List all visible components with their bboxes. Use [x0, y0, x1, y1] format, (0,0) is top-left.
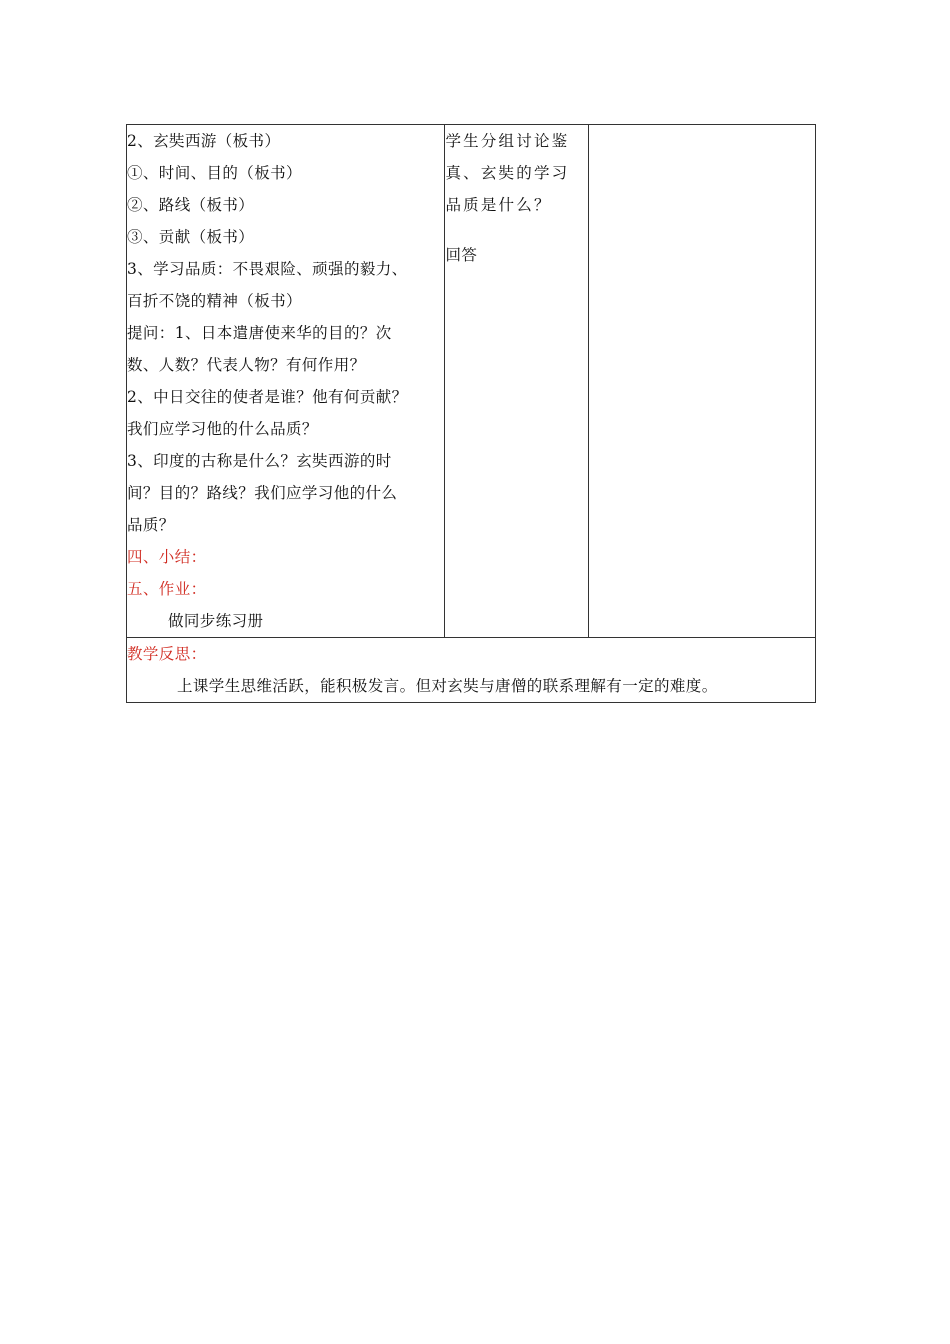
content-line: 2、玄奘西游（板书）: [127, 132, 281, 150]
activity-line: 学生分组讨论鉴: [445, 132, 570, 150]
activity-line: 真、玄奘的学习: [445, 164, 570, 182]
section-heading: 四、小结：: [127, 548, 207, 566]
lesson-row: [127, 125, 816, 638]
content-line: 3、学习品质：不畏艰险、顽强的毅力、: [127, 260, 408, 278]
student-activity-cell: [445, 125, 588, 638]
content-line: ③、贡献（板书）: [127, 228, 255, 246]
content-line: 百折不饶的精神（板书）: [127, 292, 302, 310]
reflection-heading: 教学反思：: [127, 645, 207, 663]
activity-answer: 回答: [445, 246, 478, 264]
content-line: 2、中日交往的使者是谁？他有何贡献？: [127, 388, 408, 406]
content-line: ①、时间、目的（板书）: [127, 164, 302, 182]
content-line: 做同步练习册: [168, 612, 264, 630]
content-line: 间？目的？路线？我们应学习他的什么: [127, 484, 398, 502]
content-line: 3、印度的古称是什么？玄奘西游的时: [127, 452, 392, 470]
content-line: ②、路线（板书）: [127, 196, 255, 214]
reflection-body: 上课学生思维活跃，能积极发言。但对玄奘与唐僧的联系理解有一定的难度。: [177, 677, 718, 695]
section-heading: 五、作业：: [127, 580, 207, 598]
reflection-cell: [127, 638, 816, 703]
content-line: 提问：1、日本遣唐使来华的目的？次: [127, 324, 392, 342]
teaching-content-cell: [127, 125, 445, 638]
notes-cell: [588, 125, 815, 638]
content-line: 我们应学习他的什么品质？: [127, 420, 318, 438]
teaching-content-lines: [127, 125, 444, 637]
lesson-plan-table: [126, 124, 816, 703]
content-line: 品质？: [127, 516, 175, 534]
reflection-row: [127, 638, 816, 703]
content-line: 数、人数？代表人物？有何作用？: [127, 356, 366, 374]
activity-line: 品质是什么？: [445, 196, 552, 214]
